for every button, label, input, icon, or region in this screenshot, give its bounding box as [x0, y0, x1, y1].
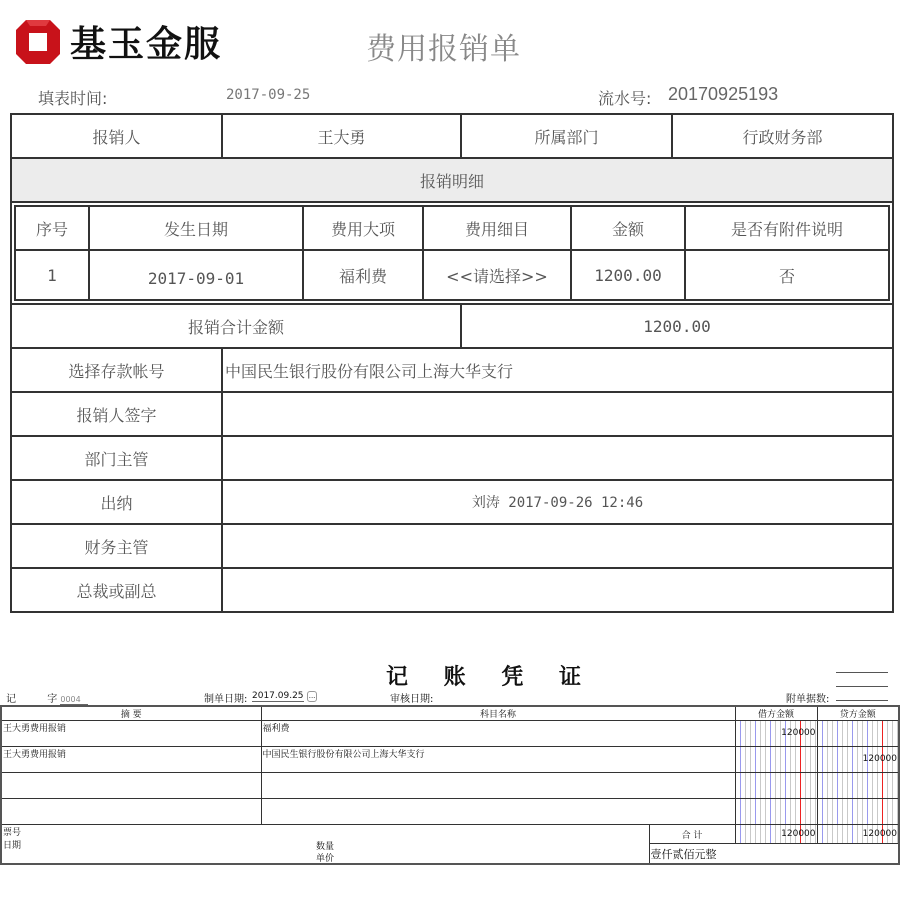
col-header-amount: 金额	[571, 206, 685, 250]
voucher-col-debit: 借方金额	[735, 706, 817, 721]
voucher-footer-info	[1, 825, 649, 865]
total-value: 1200.00	[461, 304, 893, 348]
attachments-field[interactable]	[836, 700, 888, 701]
voucher-row	[1, 799, 899, 825]
voucher-row-account[interactable]	[261, 799, 735, 825]
applicant-value: 王大勇	[222, 114, 461, 158]
approval-label-applicant-sign: 报销人签字	[11, 392, 222, 436]
company-logo-icon	[16, 20, 60, 64]
approval-value-applicant-sign	[222, 392, 893, 436]
total-credit-grid	[818, 825, 899, 843]
debit-amount-grid[interactable]	[736, 721, 817, 746]
row-attachment: 否	[685, 250, 889, 300]
debit-amount-grid[interactable]	[736, 747, 817, 772]
date-label: 日期	[3, 841, 22, 851]
approval-value-finance-manager	[222, 524, 893, 568]
voucher-row-summary[interactable]	[1, 773, 261, 799]
account-label: 选择存款帐号	[11, 348, 222, 392]
approval-label-dept-manager: 部门主管	[11, 436, 222, 480]
col-header-no: 序号	[15, 206, 89, 250]
credit-amount-grid[interactable]	[818, 747, 899, 772]
approval-value-president	[222, 568, 893, 612]
voucher-col-summary: 摘 要	[1, 706, 261, 721]
fill-time-label: 填表时间:	[38, 89, 108, 108]
expense-form	[10, 113, 894, 613]
table-row	[15, 250, 889, 300]
credit-amount-grid[interactable]	[818, 773, 899, 798]
made-date-field[interactable]: 2017.09.25	[252, 691, 304, 701]
voucher-col-account: 科目名称	[261, 706, 735, 721]
fill-time-value: 2017-09-25	[226, 87, 311, 103]
row-date: 2017-09-01	[89, 250, 303, 300]
applicant-label: 报销人	[11, 114, 222, 158]
voucher-row	[1, 747, 899, 773]
approval-label-cashier: 出纳	[11, 480, 222, 524]
total-label: 报销合计金额	[11, 304, 461, 348]
debit-amount-grid[interactable]	[736, 799, 817, 824]
voucher-col-credit: 贷方金额	[817, 706, 899, 721]
col-header-subcategory: 费用细目	[423, 206, 571, 250]
voucher-row-summary[interactable]	[1, 799, 261, 825]
account-select[interactable]: 中国民生银行股份有限公司上海大华支行	[222, 348, 893, 392]
debit-amount-grid[interactable]	[736, 773, 817, 798]
unit-price-label: 单价	[316, 854, 335, 864]
voucher-row-account[interactable]: 福利费	[261, 721, 735, 747]
voucher-number-field[interactable]: 0004	[60, 695, 88, 705]
row-amount: 1200.00	[571, 250, 685, 300]
dept-label: 所属部门	[461, 114, 672, 158]
voucher-row	[1, 721, 899, 747]
amount-in-words: 壹仟贰佰元整	[649, 844, 899, 864]
col-header-category: 费用大项	[303, 206, 423, 250]
voucher-ji-label: 记	[6, 690, 44, 706]
page-title: 费用报销单	[366, 32, 521, 67]
credit-amount-grid[interactable]	[818, 721, 899, 746]
voucher-row-account[interactable]	[261, 773, 735, 799]
total-debit: 120000	[781, 829, 816, 839]
voucher-title: 记 账 凭 证	[386, 664, 595, 690]
audit-date-label: 审核日期:	[390, 694, 434, 705]
made-date-label: 制单日期:	[204, 694, 248, 705]
voucher-row-summary[interactable]: 王大勇费用报销	[1, 747, 261, 773]
debit-amount: 120000	[781, 728, 816, 738]
credit-amount-grid[interactable]	[818, 799, 899, 824]
attachments-label: 附单据数:	[786, 694, 830, 705]
total-debit-grid	[736, 825, 817, 843]
serial-label: 流水号:	[598, 89, 652, 108]
serial-value: 20170925193	[668, 84, 779, 104]
voucher-zi-label: 字	[47, 694, 58, 705]
detail-table	[14, 205, 890, 301]
approval-value-cashier: 刘涛 2017-09-26 12:46	[222, 480, 893, 524]
row-no: 1	[15, 250, 89, 300]
subcategory-select[interactable]: <<请选择>>	[423, 250, 571, 300]
voucher-row-summary[interactable]: 王大勇费用报销	[1, 721, 261, 747]
approval-value-dept-manager	[222, 436, 893, 480]
col-header-date: 发生日期	[89, 206, 303, 250]
divider	[836, 672, 888, 673]
voucher-table	[0, 705, 900, 865]
voucher-row	[1, 773, 899, 799]
detail-section-header: 报销明细	[11, 158, 893, 202]
divider	[836, 686, 888, 687]
quantity-label: 数量	[316, 842, 335, 852]
voucher-total-label: 合 计	[649, 825, 735, 844]
col-header-attachment: 是否有附件说明	[685, 206, 889, 250]
approval-label-president: 总裁或副总	[11, 568, 222, 612]
credit-amount: 120000	[862, 754, 898, 764]
dept-value: 行政财务部	[672, 114, 893, 158]
approval-label-finance-manager: 财务主管	[11, 524, 222, 568]
voucher-row-account[interactable]: 中国民生银行股份有限公司上海大华支行	[261, 747, 735, 773]
ticket-no-label: 票号	[3, 828, 22, 838]
brand-name: 基玉金服	[70, 23, 223, 65]
total-credit: 120000	[862, 829, 898, 839]
date-picker-button[interactable]: ...	[308, 692, 316, 700]
row-category: 福利费	[303, 250, 423, 300]
